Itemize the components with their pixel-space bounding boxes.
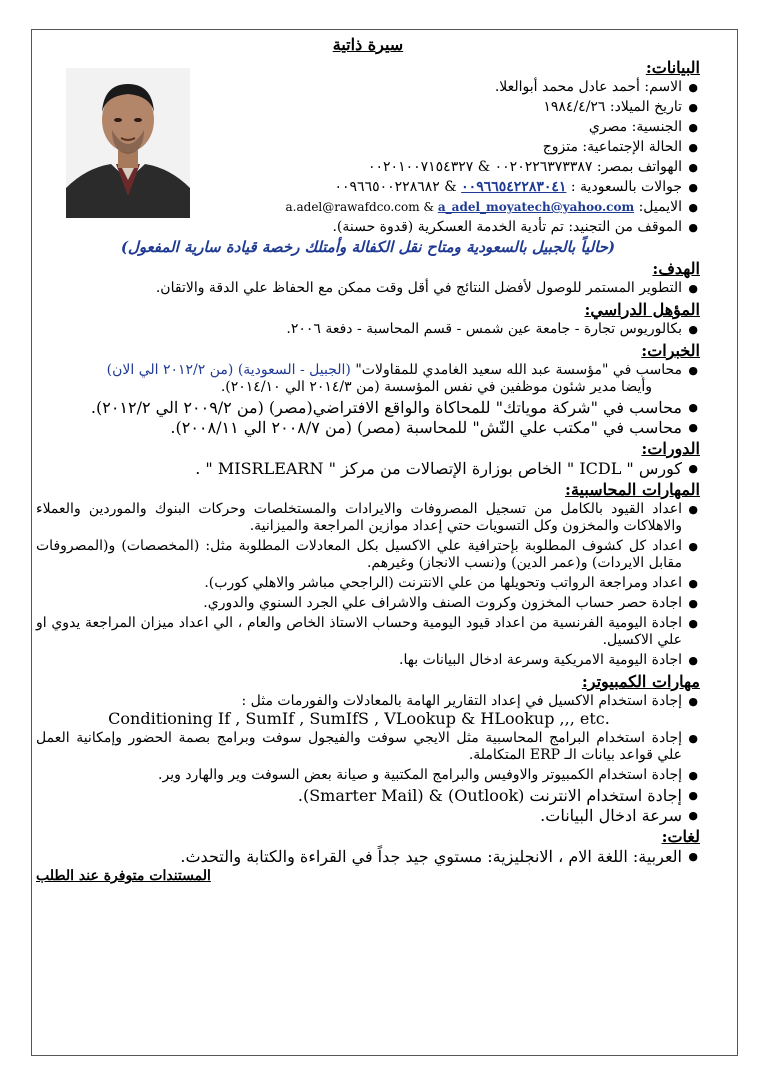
computer-item-3: ● إجادة استخدام الكمبيوتر والاوفيس والبرامج المكتبية و صيانة بعض السوفت وير والهارد وير.: [36, 767, 682, 784]
experience-item-1: [36, 362, 682, 396]
personal-list: [36, 79, 700, 236]
courses-list: [36, 460, 700, 477]
accounting-item: ● اجادة حصر حساب المخزون وكروت الصنف والاشراف علي الجرد السنوي والدوري.: [36, 595, 682, 612]
availability-note: (حالياً بالجبيل بالسعودية ومتاح نقل الكفالة وأمتلك رخصة قيادة سارية المفعول): [120, 238, 616, 256]
computer-item-4: ● إجادة استخدام الانترنت (Outlook) & (Smarter Mail).: [36, 787, 682, 804]
mobiles-saudi-label: جوالات بالسعودية :: [566, 179, 682, 195]
experience-item-2: ● محاسب في "شركة موياتك" للمحاكاة والواقع الافتراضي(مصر) (من ٢٠٠٩/٢ الي ٢٠١٢/٢).: [36, 399, 682, 416]
education-item: ● بكالوريوس تجارة - جامعة عين شمس - قسم المحاسبة - دفعة ٢٠٠٦.: [36, 321, 682, 338]
accounting-item: ● اجادة اليومية الفرنسية من اعداد قيود اليومية وحساب الاستاذ الخاص والعام ، الي اعداد ميزان المراجعة يدوي او علي الاكسيل.: [36, 615, 682, 649]
computer-item-5: ● سرعة ادخال البيانات.: [36, 807, 682, 824]
accounting-list: [36, 501, 700, 669]
name-item: ● الاسم: أحمد عادل محمد أبوالعلا.: [36, 79, 682, 96]
languages-item: ● العربية: اللغة الام ، الانجليزية: مستوي جيد جداً في القراءة والكتابة والتحدث.: [36, 848, 682, 865]
accounting-item: ● اعداد ومراجعة الرواتب وتحويلها من علي الانترنت (الراجحي مباشر والاهلي كورب).: [36, 575, 682, 592]
email-primary-link[interactable]: a_adel_moyatech@yahoo.com: [437, 200, 635, 214]
languages-list: [36, 848, 700, 865]
excel-skill: ● إجادة استخدام الاكسيل في إعداد التقارير الهامة بالمعادلات والفورمات مثل :: [241, 693, 682, 709]
military-item: ● الموقف من التجنيد: تم تأدية الخدمة العسكرية (قدوة حسنة).: [36, 219, 682, 236]
objective-list: [36, 280, 700, 297]
accounting-item: ● اعداد كل كشوف المطلوبة بإحترافية علي الاكسيل بكل المعادلات المطلوبة مثل: (المخصصات) و(المصروفات مقابل الايردات) و(عمر الدين) و(نسب الانجاز) وغيرهم.: [36, 538, 682, 572]
accounting-item: ● اجادة اليومية الامريكية وسرعة ادخال البيانات بها.: [36, 652, 682, 669]
email-label: الايميل:: [634, 199, 682, 215]
course-item: ● كورس " ICDL " الخاص بوزارة الإتصالات من مركز " MISRLEARN " .: [36, 460, 682, 477]
education-heading: المؤهل الدراسي:: [584, 300, 700, 319]
experience-1-extra: وأيضا مدير شئون موظفين في نفس المؤسسة (من ٢٠١٤/٣ الي ٢٠١٤/١٠).: [220, 379, 652, 395]
accounting-heading: المهارات المحاسبية:: [565, 480, 700, 499]
computer-item-1: [36, 693, 682, 727]
phones-egypt-item: ● الهواتف بمصر: ٠٠٢٠٢٢٦٣٧٣٣٨٧ & ٠٠٢٠١٠٠٧١٥٤٣٢٧: [36, 159, 682, 176]
objective-heading: الهدف:: [652, 259, 700, 278]
cv-page: [36, 34, 700, 885]
birth-item: ● تاريخ الميلاد: ١٩٨٤/٤/٢٦: [36, 99, 682, 116]
email-secondary[interactable]: a.adel@rawafdco.com &: [285, 200, 438, 214]
courses-heading: الدورات:: [641, 439, 700, 458]
education-list: [36, 321, 700, 338]
nationality-item: ● الجنسية: مصري: [36, 119, 682, 136]
experience-heading: الخبرات:: [641, 341, 700, 360]
computer-list: [36, 693, 700, 824]
experience-1-company: محاسب في "مؤسسة عبد الله سعيد الغامدي للمقاولات": [350, 362, 682, 378]
email-item: [36, 199, 682, 216]
mobile-saudi-rest: & ٠٠٩٦٦٥٠٠٢٢٨٦٨٢: [334, 179, 462, 195]
accounting-item: ● اعداد القيود بالكامل من تسجيل المصروفات والايرادات والمستخلصات وحركات البنوك والموردين والعملاء والاهلاكات والمخزون وكل التسويات حتي إعداد موازين المراجعة والميزانية.: [36, 501, 682, 535]
objective-item: ● التطوير المستمر للوصول لأفضل النتائج في أقل وقت ممكن مع الحفاظ علي الدقة والاتقان.: [36, 280, 682, 297]
email-addresses: [286, 200, 635, 214]
personal-heading: البيانات:: [645, 58, 700, 77]
computer-item-2: ● إجادة استخدام البرامج المحاسبية مثل الايجي سوفت والفيجول سوفت وبرامج بصمة الحضور وإمكانية العمل علي قواعد بيانات الـ ERP المتكاملة.: [36, 730, 682, 764]
mobiles-saudi-item: [36, 179, 682, 196]
experience-1-location-dates: (الجبيل - السعودية) (من ٢٠١٢/٢ الي الان): [106, 362, 351, 378]
page-title: سيرة ذاتية: [332, 35, 404, 54]
documents-note: المستندات متوفرة عند الطلب: [36, 868, 211, 884]
experience-item-3: ● محاسب في "مكتب علي النّش" للمحاسبة (مصر) (من ٢٠٠٨/٧ الي ٢٠٠٨/١١).: [36, 419, 682, 436]
languages-heading: لغات:: [661, 827, 700, 846]
mobile-saudi-first[interactable]: ٠٠٩٦٦٥٤٢٢٨٣٠٤١: [461, 179, 567, 195]
marital-item: ● الحالة الإجتماعية: متزوج: [36, 139, 682, 156]
computer-heading: مهارات الكمبيوتر:: [581, 672, 700, 691]
excel-formulas: Conditioning If , SumIf , SumIfS , VLookup & HLookup ,,, etc.: [108, 709, 610, 728]
experience-list: [36, 362, 700, 436]
